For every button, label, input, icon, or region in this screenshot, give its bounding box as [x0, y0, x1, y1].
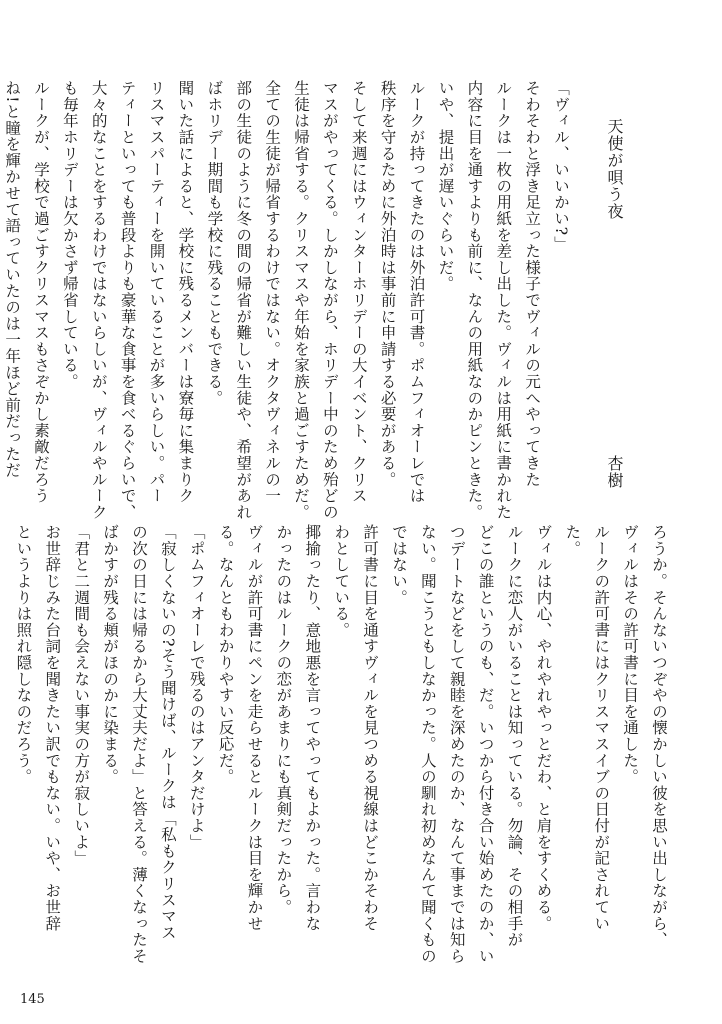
- text-line: 許可書に目を通すヴィルを見つめる視線はどこかそわそ: [361, 524, 380, 932]
- text-line: ティーといっても普段よりも豪華な食事を食べるぐらいで、: [118, 80, 137, 521]
- text-line: ヴィルが許可書にペンを走らせるとルークは目を輝かせ: [245, 524, 264, 932]
- story-title: 天使が唄う夜: [605, 118, 624, 220]
- text-line: わとしている。: [332, 524, 351, 639]
- text-line: というよりは照れ隠しなのだろう。: [14, 524, 33, 785]
- text-line: リスマスパーティーを開いていることが多いらしい。パー: [147, 80, 166, 504]
- text-line: も毎年ホリデーは欠かさず帰省している。: [60, 80, 79, 390]
- text-line: そして来週にはウィンターホリデーの大イベント、クリス: [349, 80, 368, 504]
- text-line: ろうか。そんないつぞやの懐かしい彼を思い出しながら、: [650, 524, 668, 948]
- text-line: 揶揄ったり、意地悪を言ってやってもよかった。言わな: [303, 524, 322, 932]
- text-line: ルークの許可書にはクリスマスイブの日付が記されてい: [592, 524, 611, 932]
- text-line: マスがやってくる。しかしながら、ホリデー中のため殆どの: [320, 80, 339, 521]
- text-line: 全ての生徒が帰省するわけではない。オクタヴィネルの一: [263, 80, 282, 504]
- text-line: ね!と瞳を輝かせて語っていたのは一年ほど前だっただ: [3, 80, 22, 479]
- text-line: ルークは一枚の用紙を差し出した。ヴィルは用紙に書かれた: [494, 80, 513, 521]
- text-line: どこの誰というのも、だ。いつから付き合い始めたのか、い: [476, 524, 495, 965]
- text-line: 聞いた話によると、学校に残るメンバーは寮毎に集まりク: [176, 80, 195, 504]
- text-line: 大々的なことをするわけではないらしいが、ヴィルやルーク: [89, 80, 108, 521]
- text-line: 部の生徒のように冬の間の帰省が難しい生徒や、希望があれ: [234, 80, 253, 521]
- upper-text-block: [3, 80, 570, 521]
- text-line: 「君と二週間も会えない事実の方が寂しいよ」: [72, 524, 91, 867]
- text-line: ばかすが残る頬がほのかに染まる。: [101, 524, 120, 785]
- lower-text-block: [14, 524, 668, 965]
- text-line: かったのはルークの恋があまりにも真剣だったから。: [274, 524, 293, 916]
- text-line: そわそわと浮き足立った様子でヴィルの元へやってきた: [523, 80, 542, 488]
- text-line: ルークが、学校で過ごすクリスマスもさぞかし素敵だろう: [31, 80, 50, 504]
- text-line: 「ポムフィオーレで残るのはアンタだけよ」: [187, 524, 206, 850]
- text-line: ルークが持ってきたのは外泊許可書。ポムフィオーレでは: [407, 80, 426, 504]
- text-line: いや、提出が遅いぐらいだ。: [436, 80, 455, 292]
- text-line: 生徒は帰省する。クリスマスや年始を家族と過ごすためだ。: [291, 80, 310, 521]
- text-line: 秩序を守るために外泊時は事前に申請する必要がある。: [378, 80, 397, 488]
- page-number: 145: [20, 992, 45, 1007]
- text-line: ではない。: [389, 524, 408, 606]
- text-line: ヴィルはその許可書に目を通した。: [621, 524, 640, 785]
- text-line: お世辞じみた台詞を聞きたい訳でもない。いや、お世辞: [43, 524, 62, 932]
- text-line: ヴィルは内心、やれやれやっとだわ、と肩をすくめる。: [534, 524, 553, 932]
- author-name: 杏樹: [605, 455, 624, 489]
- text-line: 「ヴィル、いいかい?」: [552, 80, 570, 253]
- text-line: る。なんともわかりやすい反応だ。: [216, 524, 235, 785]
- text-line: 内容に目を通すよりも前に、なんの用紙なのかピンときた。: [465, 80, 484, 521]
- text-line: 「寂しくないの?そう聞けば、ルークは「私もクリスマス: [158, 524, 177, 941]
- text-line: の次の日には帰るから大丈夫だよ」と答える。薄くなったそ: [129, 524, 148, 965]
- text-line: ない。聞こうともしなかった。人の馴れ初めなんて聞くもの: [418, 524, 437, 965]
- text-line: つデートなどをして親睦を深めたのか、なんて事までは知ら: [447, 524, 466, 965]
- text-line: ばホリデー期間も学校に残ることもできる。: [205, 80, 224, 406]
- text-line: た。: [563, 524, 582, 557]
- text-line: ルークに恋人がいることは知っている。勿論、その相手が: [505, 524, 524, 948]
